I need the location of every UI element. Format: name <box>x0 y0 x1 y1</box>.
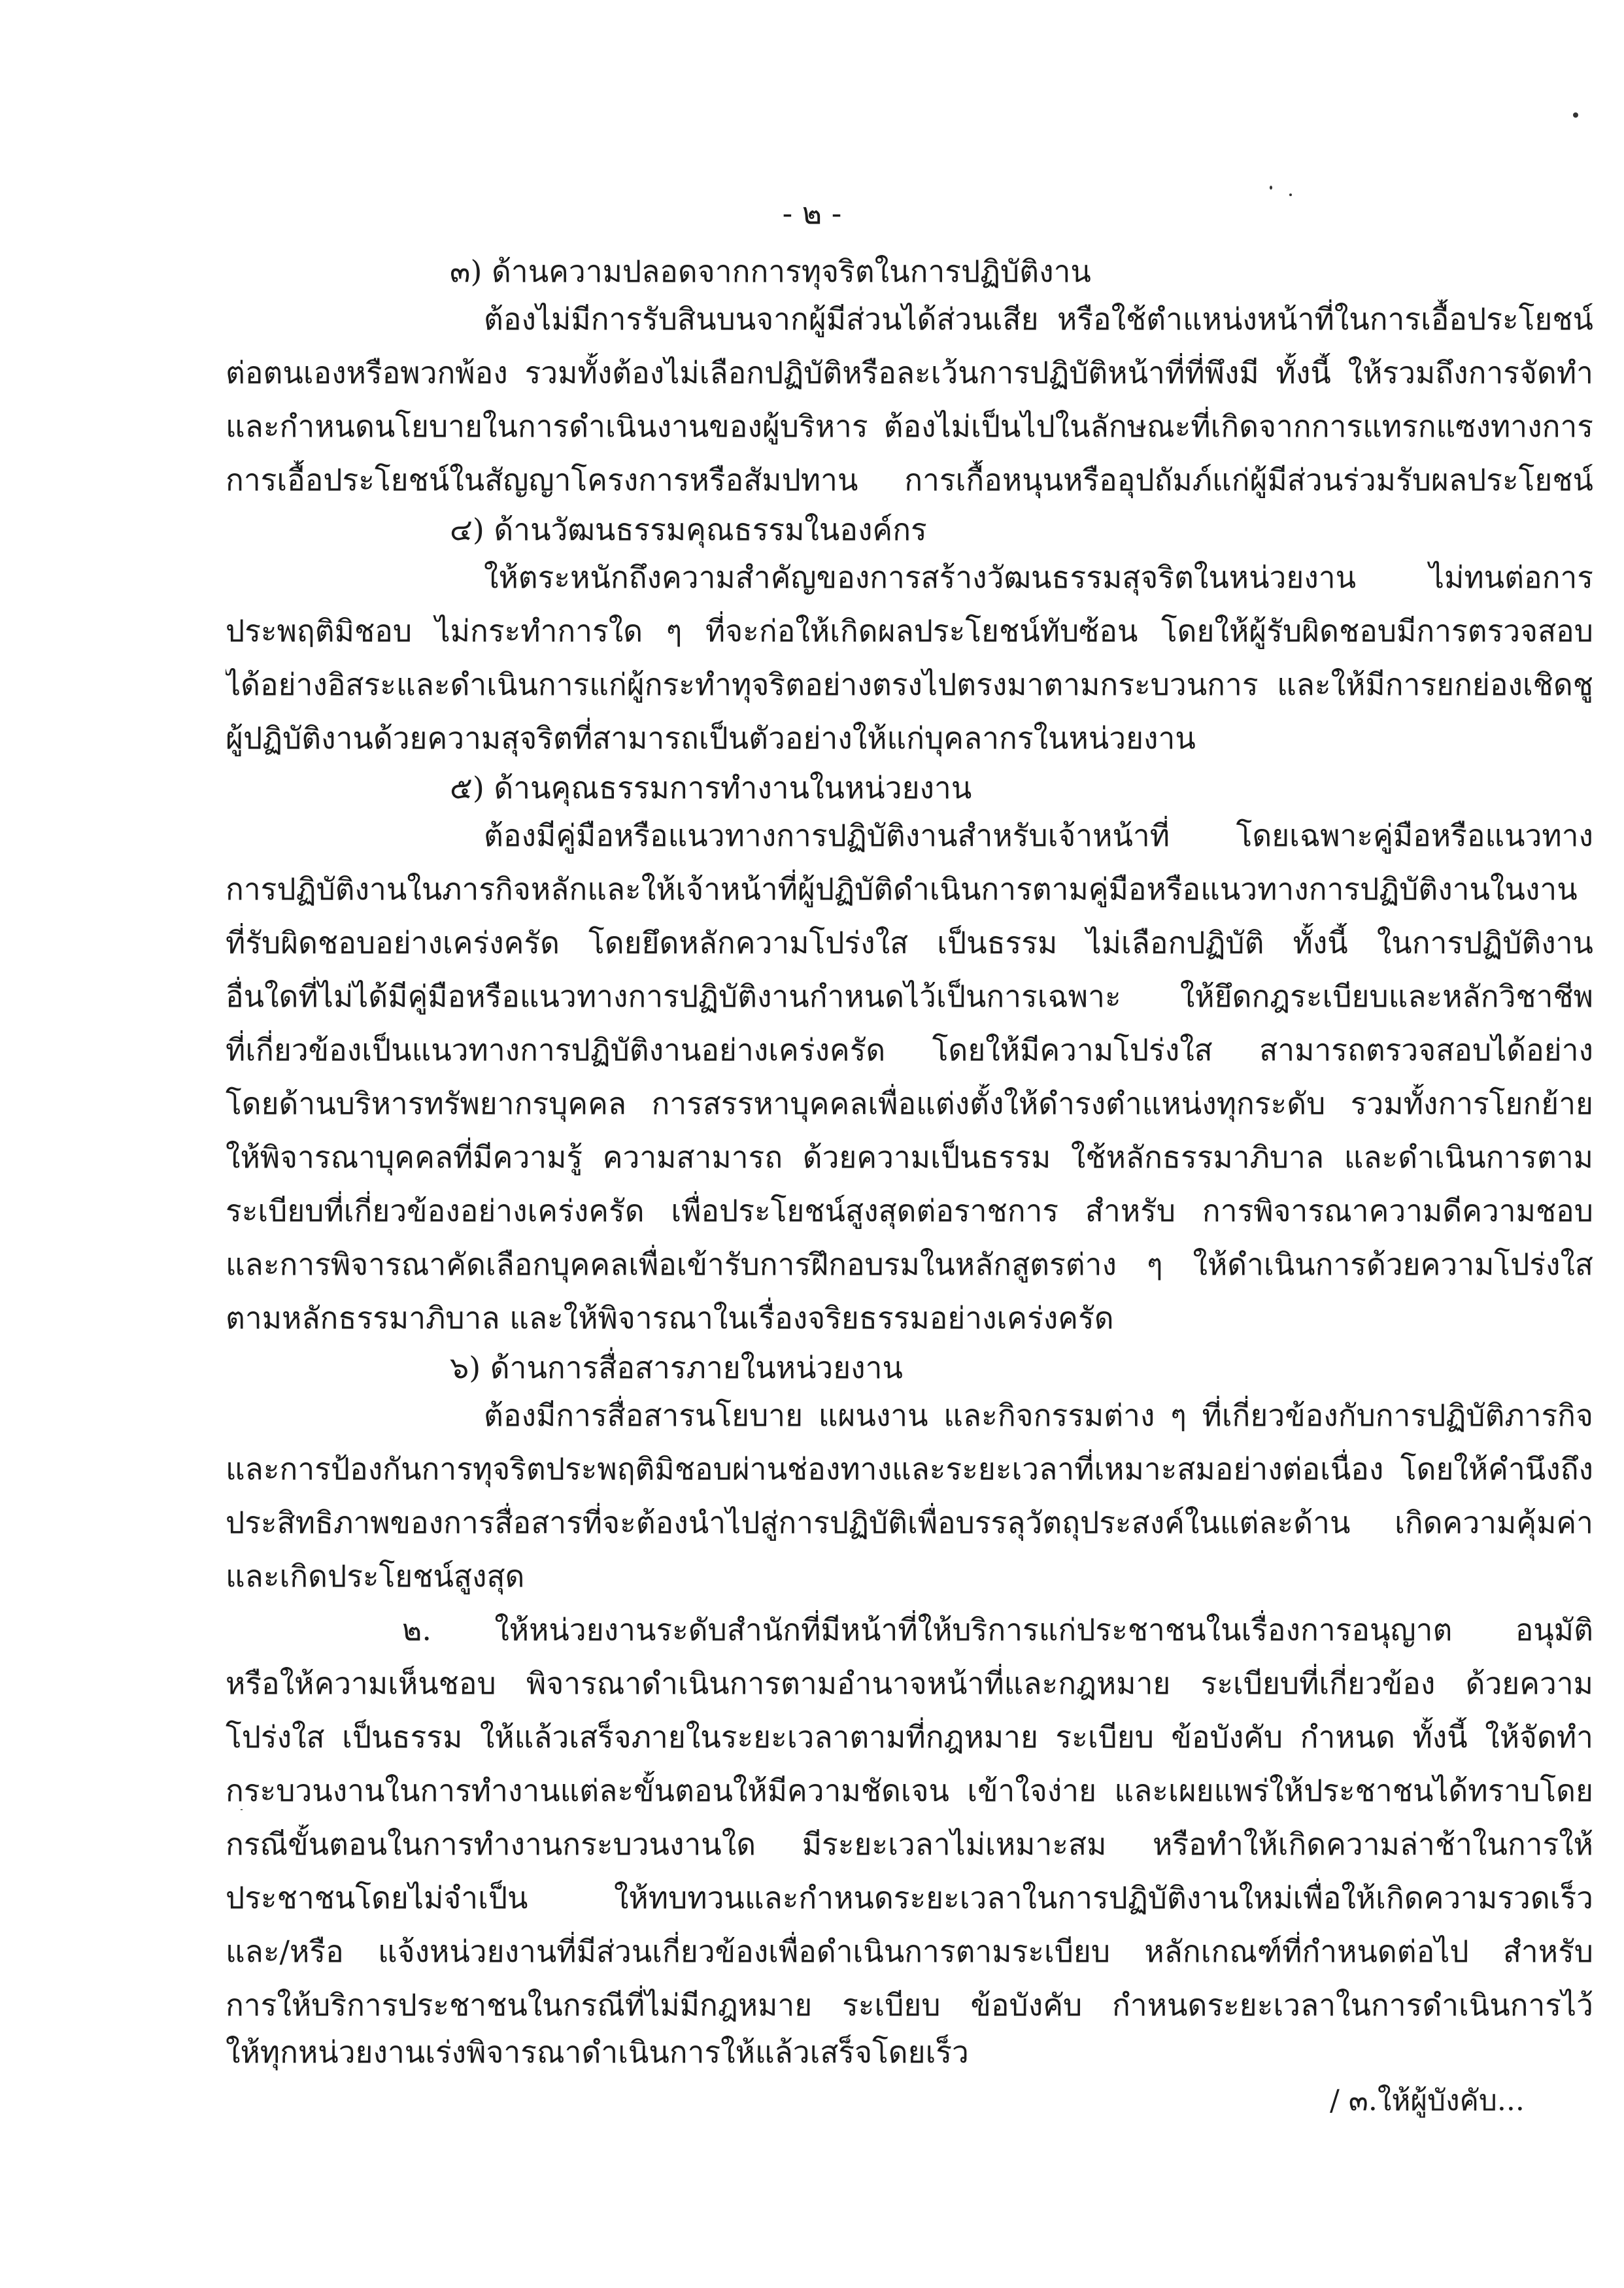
paragraph-line: การเอื้อประโยชน์ในสัญญาโครงการหรือสัมปทาน การเกื้อหนุนหรืออุปถัมภ์แก่ผู้มีส่วนร่วมรับผลประโยชน์ <box>226 462 1593 497</box>
paragraph-line: ต้องมีคู่มือหรือแนวทางการปฏิบัติงานสำหรับเจ้าหน้าที่ โดยเฉพาะคู่มือหรือแนวทาง <box>484 818 1593 853</box>
paragraph-line: ให้ทุกหน่วยงานเร่งพิจารณาดำเนินการให้แล้วเสร็จโดยเร็ว <box>226 2034 969 2070</box>
paragraph-line: ต้องไม่มีการรับสินบนจากผู้มีส่วนได้ส่วนเสีย หรือใช้ตำแหน่งหน้าที่ในการเอื้อประโยชน์ <box>484 301 1593 337</box>
paragraph-line: ผู้ปฏิบัติงานด้วยความสุจริตที่สามารถเป็นตัวอย่างให้แก่บุคลากรในหน่วยงาน <box>226 720 1196 756</box>
paragraph-line: ได้อย่างอิสระและดำเนินการแก่ผู้กระทำทุจริตอย่างตรงไปตรงมาตามกระบวนการ และให้มีการยกย่องเชิดชู <box>226 667 1593 702</box>
paragraph-line: โปร่งใส เป็นธรรม ให้แล้วเสร็จภายในระยะเวลาตามที่กฎหมาย ระเบียบ ข้อบังคับ กำหนด ทั้งนี้ ให้จัดทำ <box>226 1719 1593 1755</box>
paragraph-line: ประสิทธิภาพของการสื่อสารที่จะต้องนำไปสู่การปฏิบัติเพื่อบรรลุวัตถุประสงค์ในแต่ละด้าน เกิดความคุ้มค่า <box>226 1505 1593 1540</box>
paragraph-line: การให้บริการประชาชนในกรณีที่ไม่มีกฎหมาย ระเบียบ ข้อบังคับ กำหนดระยะเวลาในการดำเนินการไว้ <box>226 1987 1593 2023</box>
paragraph-line: ที่เกี่ยวข้องเป็นแนวทางการปฏิบัติงานอย่างเคร่งครัด โดยให้มีความโปร่งใส สามารถตรวจสอบได้อย่าง <box>226 1032 1593 1068</box>
paragraph-line: ตามหลักธรรมาภิบาล และให้พิจารณาในเรื่องจริยธรรมอย่างเคร่งครัด <box>226 1300 1114 1336</box>
page-number: - ๒ - <box>782 195 842 231</box>
paragraph-line: ที่รับผิดชอบอย่างเคร่งครัด โดยยึดหลักความโปร่งใส เป็นธรรม ไม่เลือกปฏิบัติ ทั้งนี้ ในการปฏิบัติงาน <box>226 925 1593 960</box>
continuation-note: / ๓.ให้ผู้บังคับ... <box>1330 2084 1525 2117</box>
paragraph-line: และการป้องกันการทุจริตประพฤติมิชอบผ่านช่องทางและระยะเวลาที่เหมาะสมอย่างต่อเนื่อง โดยให้คำนึงถึง <box>226 1451 1593 1487</box>
section-5-heading: ๕) ด้านคุณธรรมการทำงานในหน่วยงาน <box>450 770 972 805</box>
paragraph-line: โดยด้านบริหารทรัพยากรบุคคล การสรรหาบุคคลเพื่อแต่งตั้งให้ดำรงตำแหน่งทุกระดับ รวมทั้งการโยกย้าย <box>226 1086 1593 1121</box>
paragraph-line: ต่อตนเองหรือพวกพ้อง รวมทั้งต้องไม่เลือกปฏิบัติหรือละเว้นการปฏิบัติหน้าที่ที่พึงมี ทั้งนี้ ให้รวมถึงการจัดทำ <box>226 355 1593 390</box>
paragraph-line: และ/หรือ แจ้งหน่วยงานที่มีส่วนเกี่ยวข้องเพื่อดำเนินการตามระเบียบ หลักเกณฑ์ที่กำหนดต่อไป สำหรับ <box>226 1934 1593 1969</box>
paragraph-line: หรือให้ความเห็นชอบ พิจารณาดำเนินการตามอำนาจหน้าที่และกฎหมาย ระเบียบที่เกี่ยวข้อง ด้วยความ <box>226 1666 1593 1701</box>
paragraph-line: กระบวนงานในการทำงานแต่ละขั้นตอนให้มีความชัดเจน เข้าใจง่าย และเผยแพร่ให้ประชาชนได้ทราบโดย <box>226 1773 1593 1808</box>
paragraph-line: การปฏิบัติงานในภารกิจหลักและให้เจ้าหน้าที่ผู้ปฏิบัติดำเนินการตามคู่มือหรือแนวทางการปฏิบัติงานในงาน <box>226 871 1578 907</box>
paragraph-line: ให้ตระหนักถึงความสำคัญของการสร้างวัฒนธรรมสุจริตในหน่วยงาน ไม่ทนต่อการ <box>484 560 1593 595</box>
paragraph-line: และกำหนดนโยบายในการดำเนินงานของผู้บริหาร ต้องไม่เป็นไปในลักษณะที่เกิดจากการแทรกแซงทางการ <box>226 409 1593 444</box>
paragraph-line: ระเบียบที่เกี่ยวข้องอย่างเคร่งครัด เพื่อประโยชน์สูงสุดต่อราชการ สำหรับ การพิจารณาความดีความชอบ <box>226 1193 1593 1228</box>
section-3-heading: ๓) ด้านความปลอดจากการทุจริตในการปฏิบัติงาน <box>450 254 1091 289</box>
paragraph-line: กรณีขั้นตอนในการทำงานกระบวนงานใด มีระยะเวลาไม่เหมาะสม หรือทำให้เกิดความล่าช้าในการให้ <box>226 1826 1593 1862</box>
paragraph-line: อื่นใดที่ไม่ได้มีคู่มือหรือแนวทางการปฏิบัติงานกำหนดไว้เป็นการเฉพาะ ให้ยึดกฎระเบียบและหลักวิชาชีพ <box>226 979 1593 1014</box>
paragraph-line: และเกิดประโยชน์สูงสุด <box>226 1558 525 1594</box>
paragraph-line: ประชาชนโดยไม่จำเป็น ให้ทบทวนและกำหนดระยะเวลาในการปฏิบัติงานใหม่เพื่อให้เกิดความรวดเร็ว <box>226 1880 1593 1915</box>
item-2-line: ๒. ให้หน่วยงานระดับสำนักที่มีหน้าที่ให้บริการแก่ประชาชนในเรื่องการอนุญาต อนุมัติ <box>402 1612 1593 1647</box>
section-6-heading: ๖) ด้านการสื่อสารภายในหน่วยงาน <box>450 1350 903 1385</box>
paragraph-line: ให้พิจารณาบุคคลที่มีความรู้ ความสามารถ ด้วยความเป็นธรรม ใช้หลักธรรมาภิบาล และดำเนินการตาม <box>226 1139 1593 1175</box>
section-4-heading: ๔) ด้านวัฒนธรรมคุณธรรมในองค์กร <box>450 512 927 547</box>
paragraph-line: และการพิจารณาคัดเลือกบุคคลเพื่อเข้ารับการฝึกอบรมในหลักสูตรต่าง ๆ ให้ดำเนินการด้วยความโปร่งใส <box>226 1247 1593 1282</box>
paragraph-line: ประพฤติมิชอบ ไม่กระทำการใด ๆ ที่จะก่อให้เกิดผลประโยชน์ทับซ้อน โดยให้ผู้รับผิดชอบมีการตรวจสอบ <box>226 613 1593 648</box>
scan-speck <box>1573 112 1578 118</box>
paragraph-line: ต้องมีการสื่อสารนโยบาย แผนงาน และกิจกรรมต่าง ๆ ที่เกี่ยวข้องกับการปฏิบัติภารกิจ <box>484 1398 1593 1433</box>
